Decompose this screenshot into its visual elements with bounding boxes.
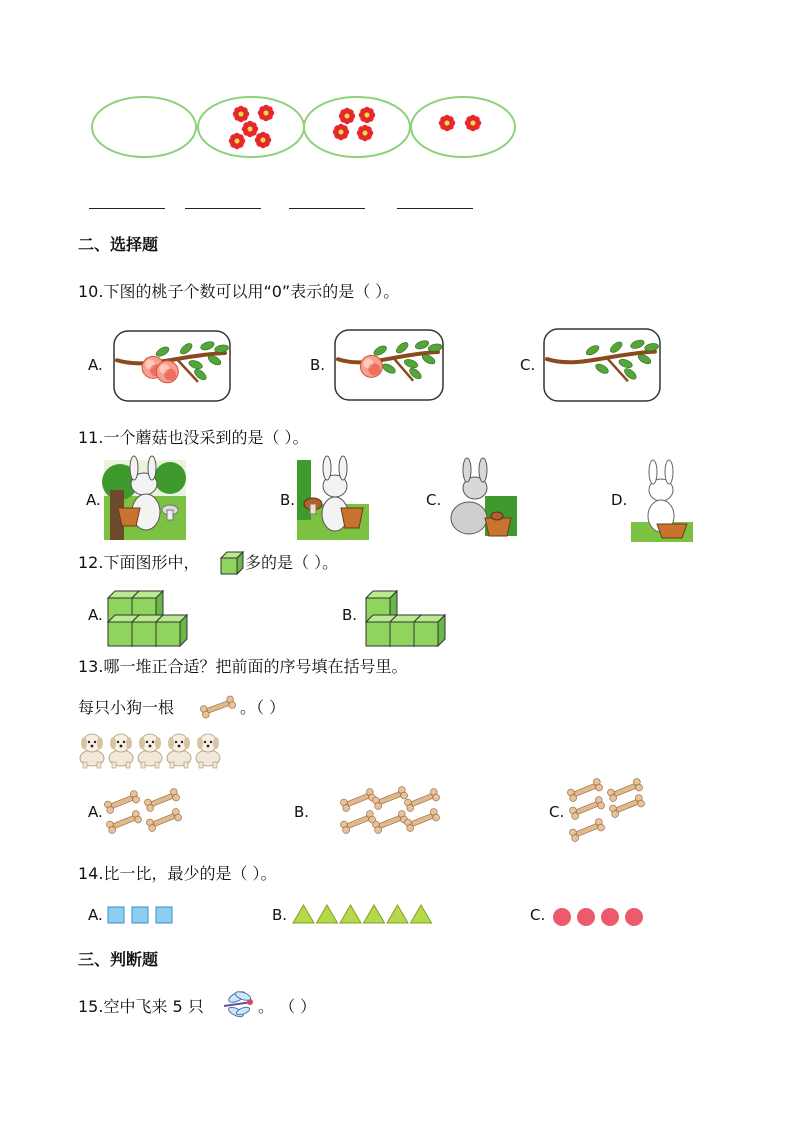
question-12-part1: 12.下面图形中， xyxy=(78,553,200,572)
answer-blank-2[interactable] xyxy=(185,208,261,209)
bone-pile-a xyxy=(104,788,184,838)
peach-branch-a xyxy=(113,330,231,402)
rabbit-picture-d xyxy=(631,464,693,542)
bone-icon xyxy=(568,818,605,843)
question-13-sub-part1: 每只小狗一根 xyxy=(78,698,175,717)
flower-icon xyxy=(333,124,349,140)
triangle-shape xyxy=(364,905,385,923)
q13-option-c-bones[interactable] xyxy=(567,778,647,844)
triangle-shape xyxy=(317,905,338,923)
triangles-svg xyxy=(291,903,435,925)
q13-option-b-label[interactable]: B. xyxy=(294,803,310,821)
oval-svg xyxy=(88,92,528,164)
rabbit-picture-b xyxy=(297,460,369,540)
peach-branch-b xyxy=(334,329,444,401)
q10-option-b-label[interactable]: B. xyxy=(310,356,326,374)
cube-icon xyxy=(414,615,445,646)
q13-option-a-bones[interactable] xyxy=(104,788,184,838)
rabbit-picture-a xyxy=(104,460,186,540)
cube-stack-b xyxy=(366,590,448,640)
q14-squares[interactable] xyxy=(106,905,176,925)
dog-icon xyxy=(80,734,104,768)
q11-option-a-picture[interactable] xyxy=(104,460,186,540)
oval-4 xyxy=(411,97,515,157)
circle-shape xyxy=(625,908,643,926)
flower-icon xyxy=(439,115,455,131)
circle-shape xyxy=(577,908,595,926)
q10-option-b-picture[interactable] xyxy=(334,329,444,401)
triangle-shape xyxy=(411,905,432,923)
oval-3 xyxy=(304,97,410,157)
flower-icon xyxy=(258,105,274,121)
flower-icon xyxy=(229,133,245,149)
q14-option-c-label[interactable]: C. xyxy=(530,906,546,924)
flower-icon xyxy=(465,115,481,131)
flower-icon xyxy=(242,121,258,137)
dogs-row xyxy=(78,730,226,770)
squares-svg xyxy=(106,905,176,925)
bone-icon xyxy=(371,786,408,811)
bone-pile-c xyxy=(567,778,647,844)
answer-blank-3[interactable] xyxy=(289,208,365,209)
section-heading-choice: 二、选择题 xyxy=(78,235,159,254)
square-shape xyxy=(132,907,148,923)
flower-icon xyxy=(339,108,355,124)
cube-icon xyxy=(156,615,187,646)
question-13-sub-part2: 。（ ） xyxy=(240,698,286,717)
dragonfly-icon xyxy=(220,990,256,1020)
question-11: 11.一个蘑菇也没采到的是（ ）。 xyxy=(78,428,309,447)
q10-option-a-picture[interactable] xyxy=(113,330,231,402)
q12-option-a-cubes[interactable] xyxy=(108,590,190,640)
oval-1 xyxy=(92,97,196,157)
question-12-part2: 多的是（ ）。 xyxy=(245,553,339,572)
square-shape xyxy=(156,907,172,923)
flower-icon xyxy=(233,106,249,122)
bone-icon xyxy=(198,694,238,720)
answer-blank-1[interactable] xyxy=(89,208,165,209)
oval-group xyxy=(88,92,528,164)
bone-icon xyxy=(339,788,376,813)
peach-icon xyxy=(156,361,178,383)
q11-option-c-picture[interactable] xyxy=(445,462,517,540)
cube-icon xyxy=(220,551,244,575)
dog-icon xyxy=(138,734,162,768)
q10-option-c-label[interactable]: C. xyxy=(520,356,536,374)
peach-branch-c xyxy=(543,328,661,402)
circle-shape xyxy=(553,908,571,926)
triangle-shape xyxy=(293,905,314,923)
question-15-part1: 15.空中飞来 5 只 xyxy=(78,997,204,1016)
q14-option-b-label[interactable]: B. xyxy=(272,906,288,924)
q11-option-b-picture[interactable] xyxy=(297,460,369,540)
q10-option-a-label[interactable]: A. xyxy=(88,356,103,374)
circle-shape xyxy=(601,908,619,926)
q11-option-c-label[interactable]: C. xyxy=(426,491,442,509)
q13-option-c-label[interactable]: C. xyxy=(549,803,565,821)
q12-option-a-label[interactable]: A. xyxy=(88,606,103,624)
square-shape xyxy=(108,907,124,923)
triangle-shape xyxy=(387,905,408,923)
flower-icon xyxy=(359,107,375,123)
q11-option-d-label[interactable]: D. xyxy=(611,491,628,509)
circles-svg xyxy=(551,906,647,928)
bone-icon xyxy=(199,695,236,719)
q11-option-b-label[interactable]: B. xyxy=(280,491,296,509)
q14-option-a-label[interactable]: A. xyxy=(88,906,103,924)
q14-circles[interactable] xyxy=(551,906,647,928)
dogs-svg xyxy=(78,730,226,770)
answer-blank-4[interactable] xyxy=(397,208,473,209)
triangle-shape xyxy=(340,905,361,923)
bone-icon xyxy=(339,810,376,835)
q12-option-b-label[interactable]: B. xyxy=(342,606,358,624)
q12-option-b-cubes[interactable] xyxy=(366,590,448,640)
q11-option-a-label[interactable]: A. xyxy=(86,491,101,509)
question-13: 13.哪一堆正合适？把前面的序号填在括号里。 xyxy=(78,657,408,676)
q14-triangles[interactable] xyxy=(291,903,435,925)
question-15-part2: 。 （ ） xyxy=(258,997,317,1016)
bone-pile-b xyxy=(340,784,440,840)
dog-icon xyxy=(167,734,191,768)
question-10: 10.下图的桃子个数可以用“0”表示的是（ ）。 xyxy=(78,282,400,301)
q13-option-a-label[interactable]: A. xyxy=(88,803,103,821)
q11-option-d-picture[interactable] xyxy=(631,464,693,542)
section-heading-judgement: 三、判断题 xyxy=(78,950,159,969)
flower-icon xyxy=(255,132,271,148)
rabbit-picture-c xyxy=(445,462,517,540)
q10-option-c-picture[interactable] xyxy=(543,328,661,402)
dog-icon xyxy=(109,734,133,768)
bone-icon xyxy=(371,810,408,835)
question-14: 14.比一比，最少的是（ ）。 xyxy=(78,864,277,883)
peach-icon xyxy=(360,355,382,377)
dog-icon xyxy=(196,734,220,768)
cube-stack-a xyxy=(108,590,190,640)
flower-icon xyxy=(357,125,373,141)
q13-option-b-bones[interactable] xyxy=(340,784,440,840)
